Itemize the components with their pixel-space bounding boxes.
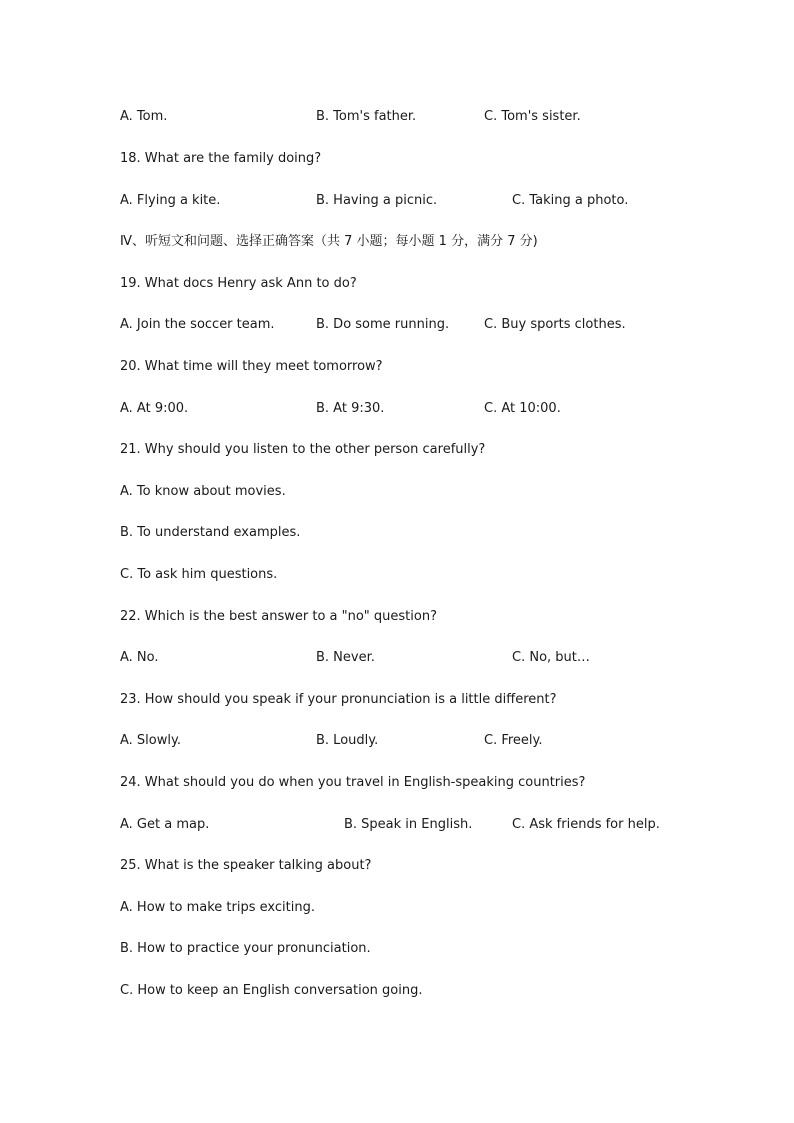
question-24: 24. What should you do when you travel in English-speaking countries? [120,775,586,790]
question-22: 22. Which is the best answer to a "no" question? [120,609,437,624]
q20-option-b: B. At 9:30. [316,401,385,416]
q21-option-b: B. To understand examples. [120,525,301,540]
q22-option-a: A. No. [120,650,159,665]
q17-option-c: C. Tom's sister. [484,109,581,124]
question-25: 25. What is the speaker talking about? [120,858,372,873]
q23-option-c: C. Freely. [484,733,543,748]
q18-option-b: B. Having a picnic. [316,193,438,208]
q24-option-b: B. Speak in English. [344,817,473,832]
q23-option-a: A. Slowly. [120,733,181,748]
q19-option-b: B. Do some running. [316,317,450,332]
q24-option-c: C. Ask friends for help. [512,817,660,832]
q25-option-a: A. How to make trips exciting. [120,900,315,915]
q21-option-c: C. To ask him questions. [120,567,278,582]
q17-option-b: B. Tom's father. [316,109,417,124]
question-21: 21. Why should you listen to the other person carefully? [120,442,486,457]
q18-option-a: A. Flying a kite. [120,193,221,208]
q21-option-a: A. To know about movies. [120,484,286,499]
q20-option-c: C. At 10:00. [484,401,561,416]
q24-option-a: A. Get a map. [120,817,210,832]
q18-option-c: C. Taking a photo. [512,193,629,208]
q22-option-c: C. No, but… [512,650,590,665]
q22-option-b: B. Never. [316,650,375,665]
question-23: 23. How should you speak if your pronunciation is a little different? [120,692,557,707]
q25-option-b: B. How to practice your pronunciation. [120,941,371,956]
section-heading: Ⅳ、听短文和问题、选择正确答案（共 7 小题；每小题 1 分，满分 7 分) [120,234,538,249]
question-19: 19. What docs Henry ask Ann to do? [120,276,357,291]
q20-option-a: A. At 9:00. [120,401,189,416]
q23-option-b: B. Loudly. [316,733,379,748]
question-18: 18. What are the family doing? [120,151,322,166]
q19-option-c: C. Buy sports clothes. [484,317,626,332]
question-20: 20. What time will they meet tomorrow? [120,359,383,374]
q17-option-a: A. Tom. [120,109,168,124]
q19-option-a: A. Join the soccer team. [120,317,275,332]
q25-option-c: C. How to keep an English conversation going. [120,983,423,998]
